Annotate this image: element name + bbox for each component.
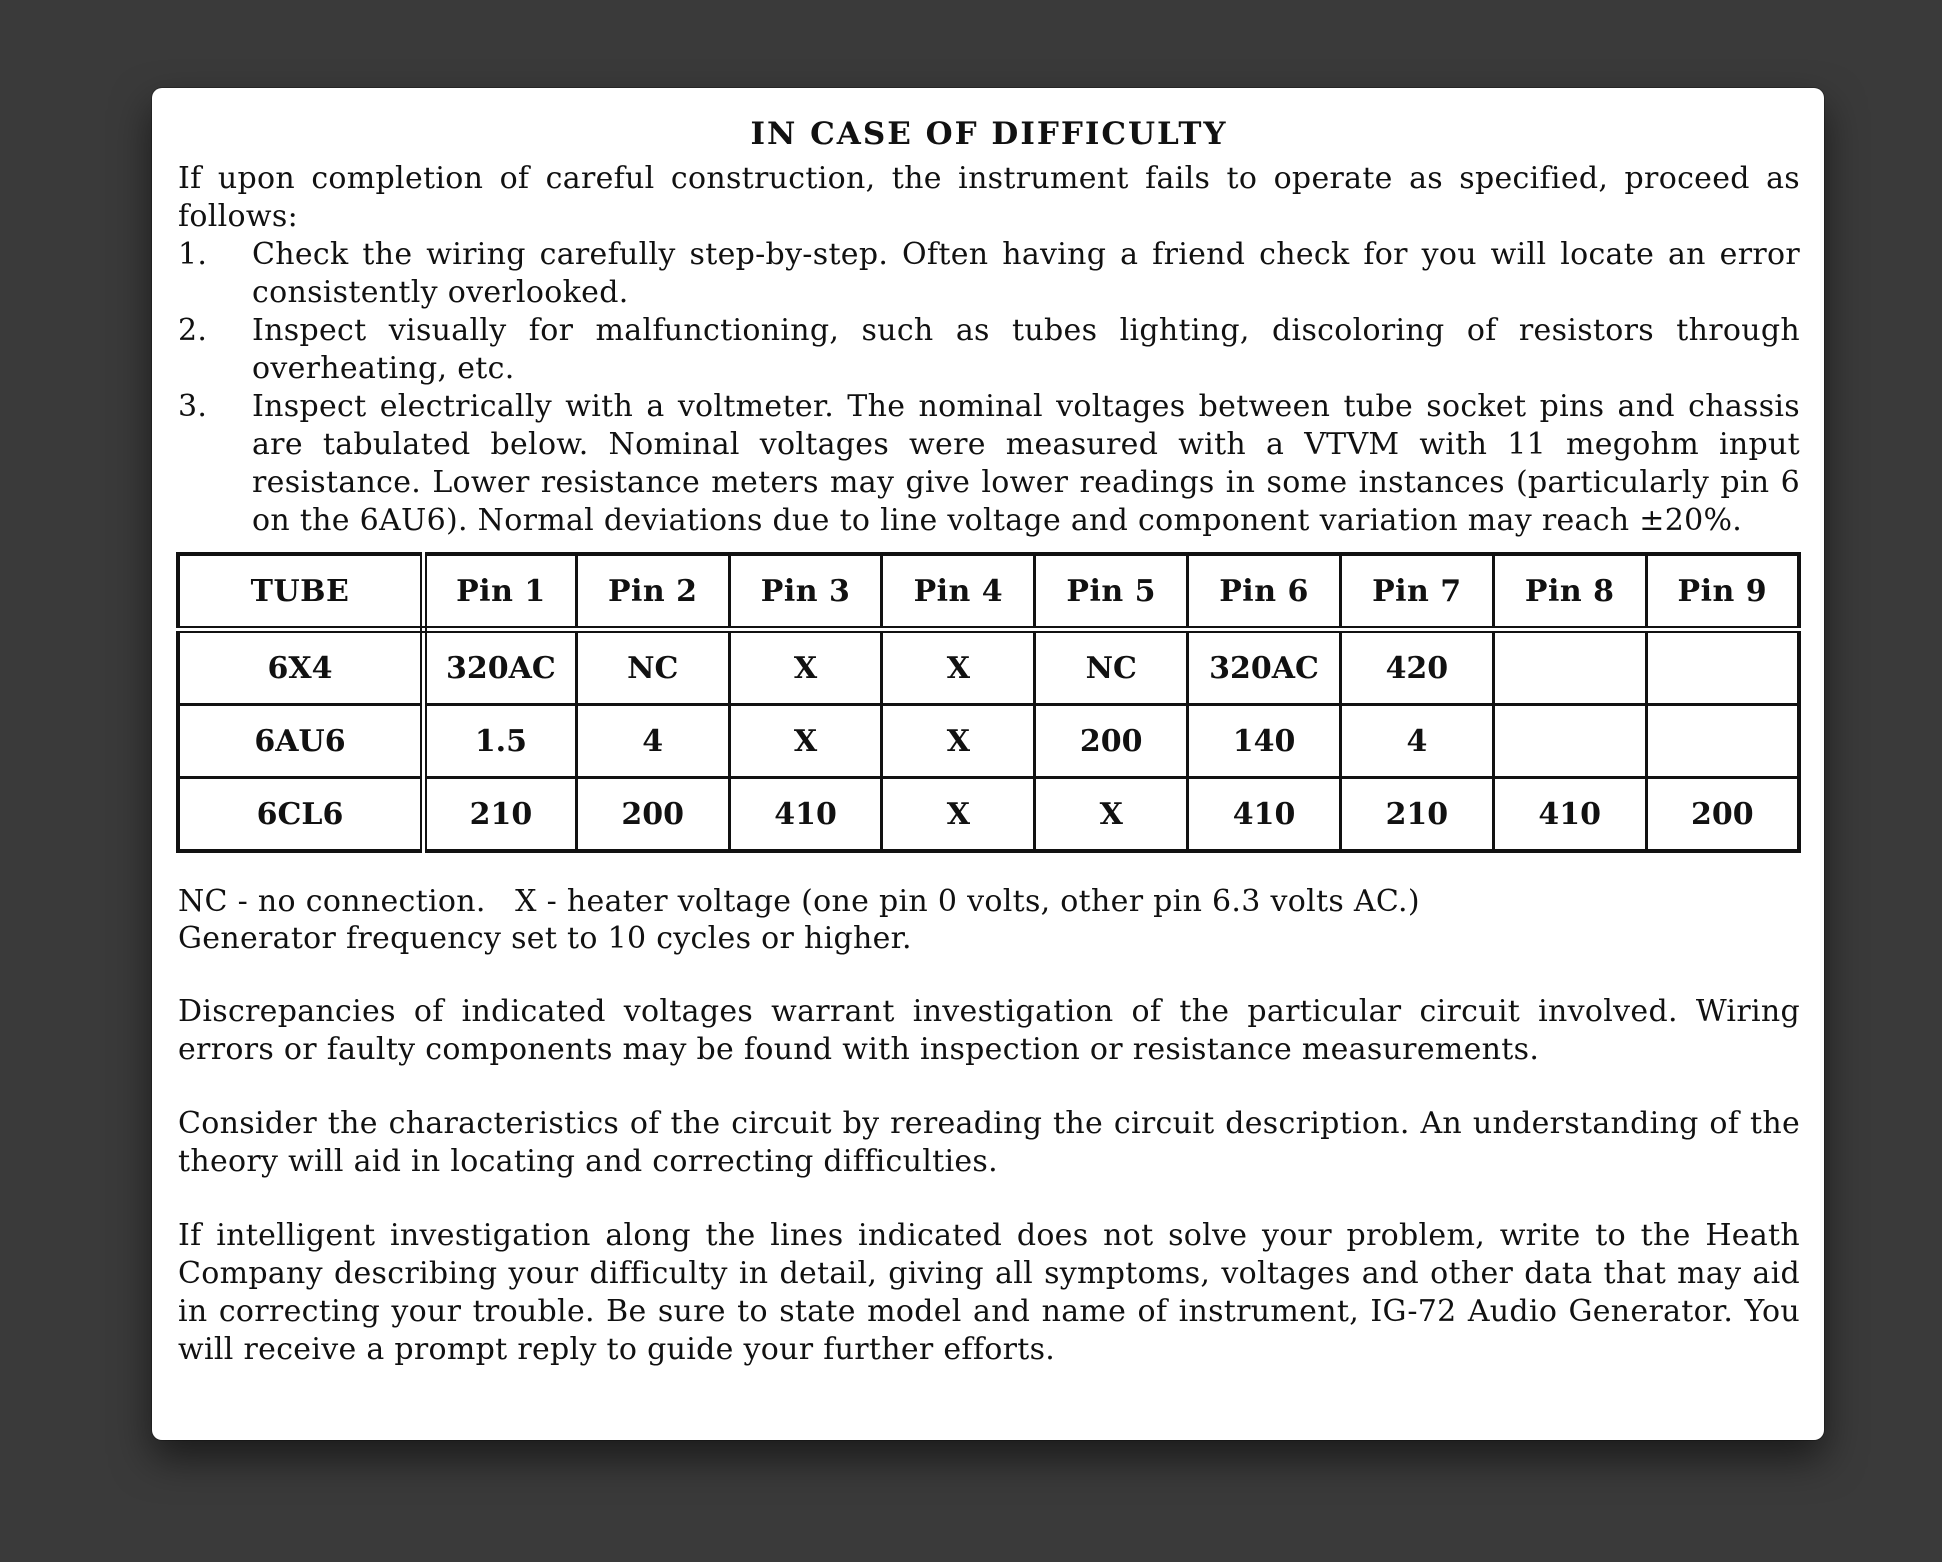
header-tube: TUBE (178, 554, 424, 630)
table-cell: 320AC (424, 630, 577, 705)
table-cell: X (882, 705, 1035, 778)
step-number: 1. (178, 237, 208, 272)
step-number: 2. (178, 313, 208, 348)
table-cell: 4 (1340, 705, 1493, 778)
table-cell: 200 (1035, 705, 1188, 778)
step-item (178, 236, 1800, 312)
table-cell: 410 (1188, 778, 1341, 852)
table-cell: 410 (729, 778, 882, 852)
table-cell: X (882, 630, 1035, 705)
header-pin-8: Pin 8 (1493, 554, 1646, 630)
table-cell (1493, 630, 1646, 705)
table-cell: 410 (1493, 778, 1646, 852)
steps-list (178, 236, 1800, 540)
table-notes (178, 883, 1800, 957)
discrepancies-paragraph: Discrepancies of indicated voltages warrant investigation of the particular circuit involved. Wiring errors or faulty components may be found with inspection or resistance measurements. (178, 994, 1800, 1067)
step-text: Check the wiring carefully step-by-step. Often having a friend check for you will locate an error consistently overlooked. (252, 237, 1800, 310)
table-cell: 210 (424, 778, 577, 852)
header-pin-9: Pin 9 (1646, 554, 1799, 630)
document-page (152, 88, 1824, 1440)
table-cell: 200 (576, 778, 729, 852)
step-text: Inspect visually for malfunctioning, such as tubes lighting, discoloring of resistors through overheating, etc. (252, 313, 1800, 386)
table-cell: 1.5 (424, 705, 577, 778)
table-cell: 200 (1646, 778, 1799, 852)
cell-tube: 6X4 (178, 630, 424, 705)
table-cell (1493, 705, 1646, 778)
cell-tube: 6AU6 (178, 705, 424, 778)
step-text: Inspect electrically with a voltmeter. The nominal voltages between tube socket pins and chassis are tabulated below. Nominal voltages were measured with a VTVM with 11 megohm input resistance. Lower resistance meters may give lower readings in some instances (particularly pin 6 on the 6AU6). Normal deviations due to line voltage and component variation may reach ±20%. (252, 389, 1800, 538)
cell-tube: 6CL6 (178, 778, 424, 852)
table-cell: 320AC (1188, 630, 1341, 705)
table-cell: NC (576, 630, 729, 705)
table-cell: NC (1035, 630, 1188, 705)
table-row (178, 705, 1799, 778)
header-pin-1: Pin 1 (424, 554, 577, 630)
legend-note: NC - no connection. X - heater voltage (one pin 0 volts, other pin 6.3 volts AC.) (178, 884, 1420, 919)
step-item (178, 312, 1800, 388)
header-pin-5: Pin 5 (1035, 554, 1188, 630)
consider-paragraph: Consider the characteristics of the circuit by rereading the circuit description. An understanding of the theory will aid in locating and correcting difficulties. (178, 1106, 1800, 1179)
table-row (178, 778, 1799, 852)
header-pin-6: Pin 6 (1188, 554, 1341, 630)
voltage-table (176, 552, 1801, 853)
header-pin-3: Pin 3 (729, 554, 882, 630)
generator-note: Generator frequency set to 10 cycles or higher. (178, 921, 912, 956)
step-item (178, 388, 1800, 540)
table-cell: X (729, 630, 882, 705)
table-cell: 420 (1340, 630, 1493, 705)
step-number: 3. (178, 389, 208, 424)
contact-paragraph: If intelligent investigation along the lines indicated does not solve your problem, write to the Heath Company describing your difficulty in detail, giving all symptoms, voltages and other data that may aid in correcting your trouble. Be sure to state model and name of instrument, IG-72 Audio Generator. You will receive a prompt reply to guide your further efforts. (178, 1218, 1800, 1367)
table-cell: X (729, 705, 882, 778)
table-cell: X (882, 778, 1035, 852)
table-cell: 140 (1188, 705, 1341, 778)
table-header-row (178, 554, 1799, 630)
table-cell (1646, 630, 1799, 705)
table-cell: 210 (1340, 778, 1493, 852)
header-pin-4: Pin 4 (882, 554, 1035, 630)
header-pin-2: Pin 2 (576, 554, 729, 630)
page-title: IN CASE OF DIFFICULTY (750, 116, 1228, 152)
table-cell (1646, 705, 1799, 778)
table-cell: 4 (576, 705, 729, 778)
header-pin-7: Pin 7 (1340, 554, 1493, 630)
intro-paragraph: If upon completion of careful construction, the instrument fails to operate as specified, proceed as follows: (178, 161, 1800, 234)
table-row (178, 630, 1799, 705)
table-cell: X (1035, 778, 1188, 852)
